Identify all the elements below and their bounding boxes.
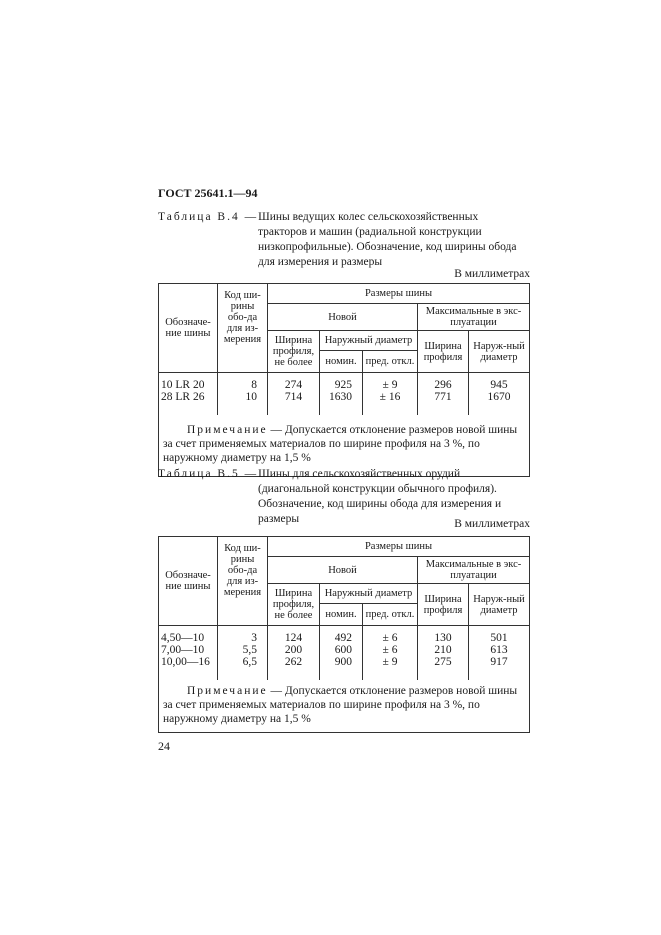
header-width <box>268 584 320 626</box>
header-nom: номин. <box>320 604 363 626</box>
cell: 1630 <box>329 391 352 403</box>
header-designation: Обозначе-ние шины <box>159 537 218 626</box>
cell: 10 LR 20 <box>161 379 205 391</box>
width-label: Ширина <box>274 588 313 599</box>
header-sizes: Размеры шины <box>268 537 530 557</box>
column-values <box>159 626 218 680</box>
header-rim-code: Код ши-рины обо-да для из-мерения <box>218 284 268 373</box>
table-body <box>159 373 530 415</box>
column-values <box>320 626 363 680</box>
width-sub: профиля, не более <box>272 599 315 621</box>
table-body <box>159 626 530 680</box>
column-values <box>469 626 530 680</box>
note-text: — Допускается отклонение размеров новой шины за счет применяемых материалов по ширине профиля на 3 %, по наружному диаметру на 1,5 % <box>163 424 518 465</box>
note-text: — Допускается отклонение размеров новой шины за счет применяемых материалов по ширине профиля на 3 %, по наружному диаметру на 1,5 % <box>163 684 518 725</box>
column-values <box>418 373 469 415</box>
note-label: Примечание <box>187 684 268 697</box>
cell: 210 <box>434 644 452 656</box>
caption-text: Шины для сельскохозяйственных орудий (диагональной конструкции обычного профиля). Обозначение, код ширины обода для измерения и размеры <box>258 468 502 525</box>
column-values <box>268 626 320 680</box>
document-header: ГОСТ 25641.1—94 <box>158 186 258 200</box>
caption-text: Шины ведущих колес сельскохозяйственных тракторов и машин (радиальной конструкции низкопрофильные). Обозначение, код ширины обода для измерения и размеры <box>258 211 517 268</box>
cell: 600 <box>334 644 352 656</box>
header-outer: Наружный диаметр <box>320 331 418 351</box>
header-dev: пред. откл. <box>363 351 418 373</box>
tire-table <box>158 536 530 733</box>
header-new: Новой <box>268 304 418 331</box>
note-label: Примечание <box>187 424 268 437</box>
header-nom: номин. <box>320 351 363 373</box>
cell: 917 <box>490 656 508 668</box>
cell: 945 <box>490 379 508 391</box>
cell: 771 <box>434 391 452 403</box>
cell: 5,5 <box>242 644 257 656</box>
column-values <box>469 373 530 415</box>
width-label: Ширина <box>274 335 313 346</box>
cell: 28 LR 26 <box>161 391 205 403</box>
cell: ± 16 <box>379 391 401 403</box>
cell: 8 <box>251 379 257 391</box>
header-max: Максимальные в экс-плуатации <box>418 304 530 331</box>
header-sizes: Размеры шины <box>268 284 530 304</box>
cell: ± 9 <box>382 656 398 668</box>
column-values <box>363 373 418 415</box>
header-dev: пред. откл. <box>363 604 418 626</box>
cell: 3 <box>251 632 257 644</box>
cell: 274 <box>284 379 303 391</box>
table-note <box>159 680 530 733</box>
header-rim-code: Код ши-рины обо-да для из-мерения <box>218 537 268 626</box>
table-caption <box>158 210 530 270</box>
column-values <box>218 373 268 415</box>
cell: 714 <box>284 391 303 403</box>
column-values <box>218 626 268 680</box>
cell: 501 <box>490 632 508 644</box>
column-values <box>418 626 469 680</box>
column-values <box>320 373 363 415</box>
page-number: 24 <box>158 739 170 753</box>
header-max-outer: Наруж-ный диаметр <box>469 331 530 373</box>
tire-table <box>158 283 530 477</box>
column-values <box>159 373 218 415</box>
units-label: В миллиметрах <box>454 268 530 280</box>
header-new: Новой <box>268 557 418 584</box>
table-label: Таблица В.4 — <box>158 211 259 223</box>
cell: 200 <box>284 644 303 656</box>
cell: 925 <box>334 379 352 391</box>
cell: 613 <box>490 644 508 656</box>
header-width <box>268 331 320 373</box>
cell: 6,5 <box>242 656 257 668</box>
table-label: Таблица В.5 — <box>158 468 259 480</box>
cell: 10,00—16 <box>161 656 210 668</box>
cell: 900 <box>334 656 352 668</box>
cell: ± 6 <box>382 644 398 656</box>
width-sub: профиля, не более <box>272 346 315 368</box>
cell: 296 <box>434 379 452 391</box>
header-outer: Наружный диаметр <box>320 584 418 604</box>
cell: 130 <box>434 632 452 644</box>
header-max-width: Ширина профиля <box>418 584 469 626</box>
cell: 10 <box>245 391 257 403</box>
cell: 4,50—10 <box>161 632 205 644</box>
cell: 275 <box>434 656 452 668</box>
header-max: Максимальные в экс-плуатации <box>418 557 530 584</box>
cell: ± 9 <box>382 379 398 391</box>
column-values <box>268 373 320 415</box>
column-values <box>363 626 418 680</box>
cell: ± 6 <box>382 632 398 644</box>
cell: 1670 <box>487 391 511 403</box>
cell: 492 <box>334 632 352 644</box>
cell: 7,00—10 <box>161 644 205 656</box>
cell: 262 <box>284 656 303 668</box>
header-max-width: Ширина профиля <box>418 331 469 373</box>
header-max-outer: Наруж-ный диаметр <box>469 584 530 626</box>
cell: 124 <box>284 632 303 644</box>
header-designation: Обозначе-ние шины <box>159 284 218 373</box>
units-label: В миллиметрах <box>454 518 530 530</box>
